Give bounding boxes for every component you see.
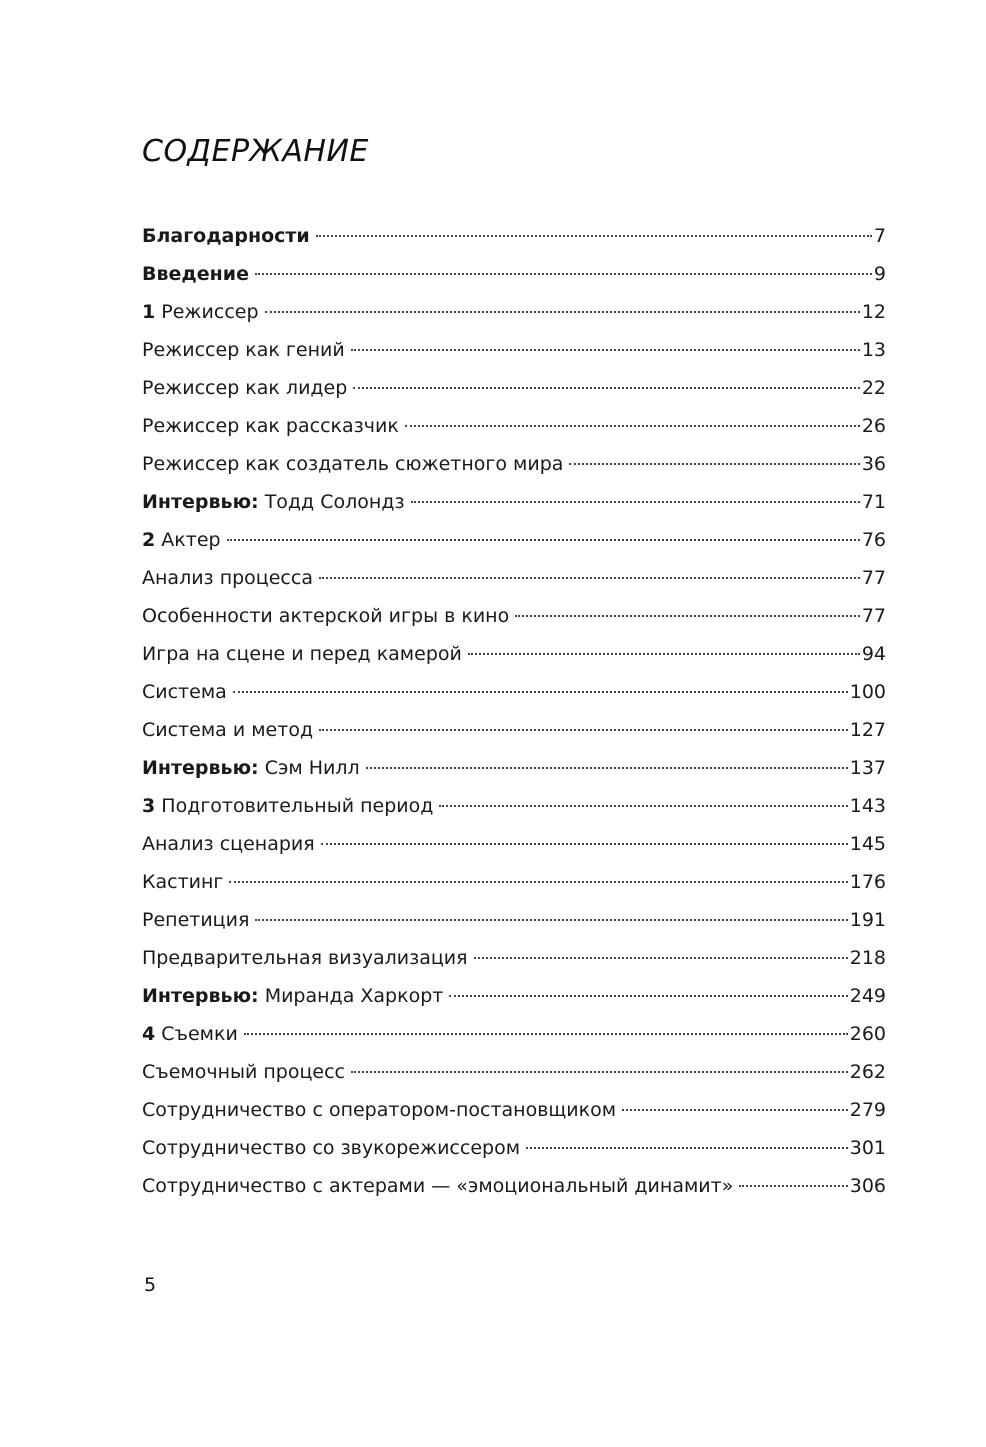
toc-entry-text bbox=[142, 1015, 238, 1053]
toc-entry-text bbox=[142, 863, 223, 901]
toc-entry-text bbox=[142, 635, 462, 673]
toc-entry-title: Съемочный процесс bbox=[142, 1061, 345, 1083]
toc-entry-page: 36 bbox=[861, 453, 886, 475]
toc-entry-text bbox=[142, 1129, 520, 1167]
toc-entry bbox=[142, 1015, 886, 1053]
toc-entry-text bbox=[142, 787, 433, 825]
toc-entry-text bbox=[142, 825, 315, 863]
toc-entry-page: 306 bbox=[849, 1175, 886, 1197]
toc-entry-title: Анализ процесса bbox=[142, 567, 313, 589]
toc-entry-page: 145 bbox=[849, 833, 886, 855]
toc-entry-title: Благодарности bbox=[142, 225, 310, 247]
table-of-contents bbox=[142, 217, 886, 1205]
toc-entry bbox=[142, 1167, 886, 1205]
toc-entry-text bbox=[142, 939, 468, 977]
toc-entry-prefix: 4 bbox=[142, 1023, 156, 1045]
toc-entry-page: 12 bbox=[861, 301, 886, 323]
toc-entry-title: Режиссер как создатель сюжетного мира bbox=[142, 453, 564, 475]
toc-entry-prefix: Интервью: bbox=[142, 985, 259, 1007]
toc-entry bbox=[142, 673, 886, 711]
page-title: СОДЕРЖАНИЕ bbox=[142, 134, 369, 169]
toc-entry-text bbox=[142, 483, 405, 521]
toc-dot-leader bbox=[739, 1185, 847, 1187]
toc-dot-leader bbox=[474, 957, 848, 959]
toc-entry-page: 249 bbox=[849, 985, 886, 1007]
toc-entry-page: 77 bbox=[861, 567, 886, 589]
toc-entry-text bbox=[142, 901, 249, 939]
toc-entry bbox=[142, 1129, 886, 1167]
toc-entry bbox=[142, 901, 886, 939]
toc-entry-title: Миранда Харкорт bbox=[264, 985, 444, 1007]
toc-entry-page: 26 bbox=[861, 415, 886, 437]
toc-entry bbox=[142, 559, 886, 597]
toc-entry-text bbox=[142, 445, 563, 483]
toc-entry-title: Режиссер как лидер bbox=[142, 377, 348, 399]
toc-entry-text bbox=[142, 1167, 733, 1205]
toc-entry-title: Сотрудничество со звукорежиссером bbox=[142, 1137, 521, 1159]
toc-dot-leader bbox=[353, 387, 860, 389]
toc-dot-leader bbox=[227, 539, 860, 541]
toc-entry bbox=[142, 939, 886, 977]
toc-entry-title: Режиссер bbox=[161, 301, 259, 323]
toc-dot-leader bbox=[411, 501, 860, 503]
toc-dot-leader bbox=[526, 1147, 848, 1149]
toc-entry-title: Система и метод bbox=[142, 719, 314, 741]
toc-entry-page: 22 bbox=[861, 377, 886, 399]
toc-dot-leader bbox=[265, 311, 860, 313]
toc-entry-page: 137 bbox=[849, 757, 886, 779]
toc-entry-text bbox=[142, 559, 313, 597]
toc-dot-leader bbox=[255, 919, 847, 921]
toc-entry-text bbox=[142, 521, 221, 559]
toc-entry bbox=[142, 1091, 886, 1129]
toc-entry-text bbox=[142, 217, 310, 255]
toc-entry-title: Актер bbox=[161, 529, 221, 551]
toc-entry-page: 218 bbox=[849, 947, 886, 969]
toc-entry-title: Режиссер как рассказчик bbox=[142, 415, 399, 437]
toc-entry-page: 127 bbox=[849, 719, 886, 741]
toc-entry-title: Введение bbox=[142, 263, 249, 285]
toc-entry-text bbox=[142, 597, 509, 635]
toc-entry-title: Тодд Солондз bbox=[264, 491, 405, 513]
toc-entry-page: 71 bbox=[861, 491, 886, 513]
toc-entry bbox=[142, 331, 886, 369]
toc-entry-page: 76 bbox=[861, 529, 886, 551]
toc-entry-title: Сотрудничество с оператором-постановщиком bbox=[142, 1099, 617, 1121]
toc-entry bbox=[142, 293, 886, 331]
toc-dot-leader bbox=[622, 1109, 848, 1111]
toc-dot-leader bbox=[233, 691, 848, 693]
toc-entry-page: 260 bbox=[849, 1023, 886, 1045]
toc-entry-title: Кастинг bbox=[142, 871, 224, 893]
toc-entry-page: 176 bbox=[849, 871, 886, 893]
toc-dot-leader bbox=[405, 425, 860, 427]
toc-entry-prefix: 1 bbox=[142, 301, 156, 323]
toc-entry bbox=[142, 787, 886, 825]
toc-entry-page: 94 bbox=[861, 643, 886, 665]
toc-entry-text bbox=[142, 369, 347, 407]
toc-entry-text bbox=[142, 673, 227, 711]
toc-entry bbox=[142, 711, 886, 749]
toc-entry-text bbox=[142, 331, 345, 369]
toc-entry-page: 279 bbox=[849, 1099, 886, 1121]
toc-entry bbox=[142, 369, 886, 407]
toc-dot-leader bbox=[366, 767, 848, 769]
toc-dot-leader bbox=[351, 349, 860, 351]
toc-entry-text bbox=[142, 407, 399, 445]
toc-entry-page: 13 bbox=[861, 339, 886, 361]
toc-entry-page: 100 bbox=[849, 681, 886, 703]
toc-dot-leader bbox=[449, 995, 847, 997]
toc-entry bbox=[142, 635, 886, 673]
toc-entry-page: 9 bbox=[873, 263, 886, 285]
toc-dot-leader bbox=[439, 805, 847, 807]
toc-entry-page: 191 bbox=[849, 909, 886, 931]
toc-entry-title: Съемки bbox=[161, 1023, 238, 1045]
toc-entry-title: Анализ сценария bbox=[142, 833, 315, 855]
toc-entry-title: Сэм Нилл bbox=[264, 757, 360, 779]
toc-entry bbox=[142, 863, 886, 901]
toc-entry-page: 7 bbox=[873, 225, 886, 247]
toc-entry-prefix: Интервью: bbox=[142, 491, 259, 513]
toc-dot-leader bbox=[569, 463, 859, 465]
toc-dot-leader bbox=[316, 235, 872, 237]
toc-entry-title: Подготовительный период bbox=[161, 795, 434, 817]
toc-entry bbox=[142, 255, 886, 293]
toc-dot-leader bbox=[229, 881, 847, 883]
toc-entry-page: 262 bbox=[849, 1061, 886, 1083]
toc-entry bbox=[142, 749, 886, 787]
toc-entry bbox=[142, 521, 886, 559]
toc-entry-title: Особенности актерской игры в кино bbox=[142, 605, 510, 627]
toc-entry-prefix: 2 bbox=[142, 529, 156, 551]
toc-entry-page: 301 bbox=[849, 1137, 886, 1159]
toc-dot-leader bbox=[319, 577, 860, 579]
toc-entry-page: 77 bbox=[861, 605, 886, 627]
toc-entry-text bbox=[142, 293, 259, 331]
toc-entry-title: Режиссер как гений bbox=[142, 339, 345, 361]
toc-entry-title: Игра на сцене и перед камерой bbox=[142, 643, 462, 665]
toc-entry bbox=[142, 483, 886, 521]
toc-entry-title: Предварительная визуализация bbox=[142, 947, 468, 969]
toc-entry-text bbox=[142, 977, 443, 1015]
toc-dot-leader bbox=[321, 843, 848, 845]
toc-entry-text bbox=[142, 749, 360, 787]
toc-entry bbox=[142, 597, 886, 635]
toc-entry-prefix: 3 bbox=[142, 795, 156, 817]
toc-entry bbox=[142, 825, 886, 863]
toc-dot-leader bbox=[351, 1071, 848, 1073]
toc-dot-leader bbox=[319, 729, 848, 731]
toc-dot-leader bbox=[515, 615, 860, 617]
toc-entry-title: Репетиция bbox=[142, 909, 250, 931]
toc-entry-title: Сотрудничество с актерами — «эмоциональный динамит» bbox=[142, 1175, 734, 1197]
toc-entry-text bbox=[142, 1053, 345, 1091]
toc-entry-text bbox=[142, 255, 249, 293]
toc-entry bbox=[142, 445, 886, 483]
toc-entry bbox=[142, 217, 886, 255]
toc-entry-prefix: Интервью: bbox=[142, 757, 259, 779]
toc-entry-text bbox=[142, 711, 313, 749]
toc-entry bbox=[142, 977, 886, 1015]
toc-entry bbox=[142, 407, 886, 445]
toc-entry-text bbox=[142, 1091, 616, 1129]
toc-entry-page: 143 bbox=[849, 795, 886, 817]
toc-dot-leader bbox=[255, 273, 872, 275]
toc-dot-leader bbox=[244, 1033, 848, 1035]
toc-dot-leader bbox=[468, 653, 860, 655]
page-number: 5 bbox=[144, 1274, 157, 1296]
toc-entry bbox=[142, 1053, 886, 1091]
toc-entry-title: Система bbox=[142, 681, 227, 703]
